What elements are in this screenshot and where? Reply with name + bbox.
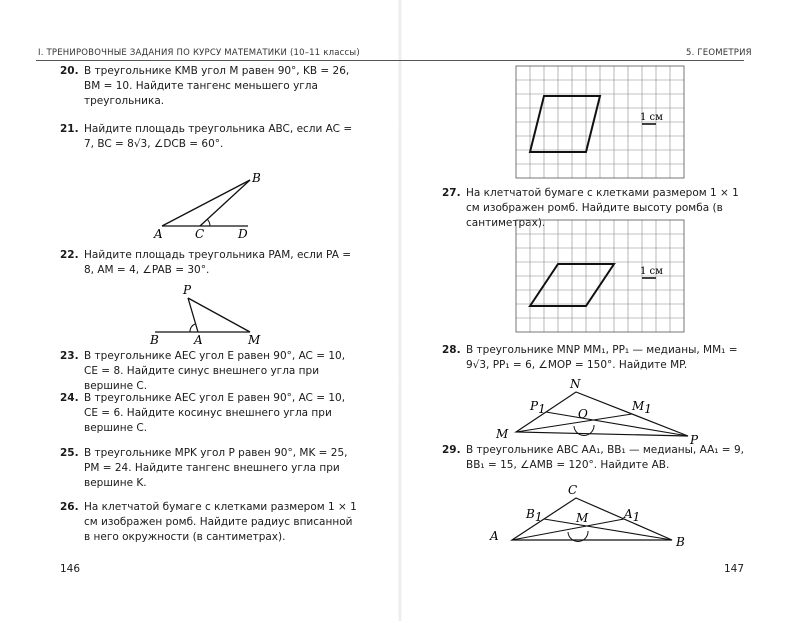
point-o-label: O [578,407,588,421]
problem-number: 26. [60,501,79,513]
problem-number: 24. [60,392,79,404]
point-m1-letter: M [632,399,645,413]
figure-29-triangle [484,482,704,554]
vertex-m-label: M [248,333,261,347]
right-header-rule [400,60,744,61]
problem-number: 29. [442,444,461,456]
vertex-n-label: N [570,377,581,391]
point-b1-letter: B [526,507,535,521]
vertex-b-label: B [252,171,261,185]
vertex-p-label: P [690,433,699,447]
problem-text: В треугольнике AEC угол E равен 90°, AC = 10, CE = 6. Найдите косинус внешнего угла при вершине C. [84,392,346,434]
point-b1-label [525,507,542,524]
problem-number: 21. [60,123,79,135]
subscript: 1 [644,402,652,416]
right-running-header: 5. ГЕОМЕТРИЯ [686,48,752,58]
problem-text: В треугольнике MPK угол P равен 90°, MK = 25, PM = 24. Найдите тангенс внешнего угла при вершине K. [84,447,348,489]
point-a1-letter: A [624,507,633,521]
problem-text: На клетчатой бумаге с клетками размером 1 × 1 см изображен ромб. Найдите радиус вписанной в него окружности (в сантиметрах). [84,501,357,543]
problem-number: 23. [60,350,79,362]
subscript: 1 [538,402,546,416]
vertex-d-label: D [238,227,248,241]
vertex-c-label: C [195,227,205,241]
left-running-header: I. ТРЕНИРОВОЧНЫЕ ЗАДАНИЯ ПО КУРСУ МАТЕМАТИКИ (10–11 классы) [38,48,360,58]
left-header-rule [36,60,400,61]
point-a1-label [623,507,640,524]
grid-figure-27 [516,220,684,332]
vertex-m-label: M [496,427,509,441]
figure-22-triangle [150,284,270,346]
point-m1-label [631,399,652,416]
vertex-b-label: B [676,535,685,549]
point-m-label: M [576,511,589,525]
vertex-c-label: C [568,483,578,497]
problem-text: Найдите площадь треугольника PAM, если PA = 8, AM = 4, ∠PAB = 30°. [84,249,352,276]
subscript: 1 [632,510,641,524]
problem-text: В треугольнике MNP MM₁, PP₁ — медианы, MM₁ = 9√3, PP₁ = 6, ∠MOP = 150°. Найдите MP. [466,344,738,371]
vertex-a-label: A [194,333,203,347]
left-page-number: 146 [60,563,81,575]
grid-figure-26 [516,66,684,178]
figure-21-triangle [150,168,270,240]
figure-28-triangle [490,378,710,448]
vertex-a-label: A [490,529,499,543]
problem-text: В треугольнике KMB угол M равен 90°, KB = 26, BM = 10. Найдите тангенс меньшего угла треугольника. [84,65,350,107]
problem-number: 20. [60,65,79,77]
vertex-p-label: P [183,283,192,297]
problem-number: 22. [60,249,79,261]
vertex-a-label: A [154,227,163,241]
grid-scale-label: 1 см [640,266,663,277]
problem-number: 27. [442,187,461,199]
grid-scale-label: 1 см [640,112,663,123]
problem-number: 25. [60,447,79,459]
subscript: 1 [534,510,543,524]
problem-text: В треугольнике ABC AA₁, BB₁ — медианы, AA₁ = 9, BB₁ = 15, ∠AMB = 120°. Найдите AB. [466,444,744,471]
problem-text: Найдите площадь треугольника ABC, если AC = 7, BC = 8√3, ∠DCB = 60°. [84,123,353,150]
problem-text: В треугольнике AEC угол E равен 90°, AC = 10, CE = 8. Найдите синус внешнего угла при вершине C. [84,350,346,392]
vertex-b-label: B [150,333,159,347]
problem-text: На клетчатой бумаге с клетками размером 1 × 1 см изображен ромб. Найдите высоту ромба (в сантиметрах). [466,187,739,229]
right-page [400,0,800,621]
problem-number: 28. [442,344,461,356]
point-p1-label [529,399,546,416]
right-page-number: 147 [724,563,745,575]
point-p1-letter: P [530,399,539,413]
